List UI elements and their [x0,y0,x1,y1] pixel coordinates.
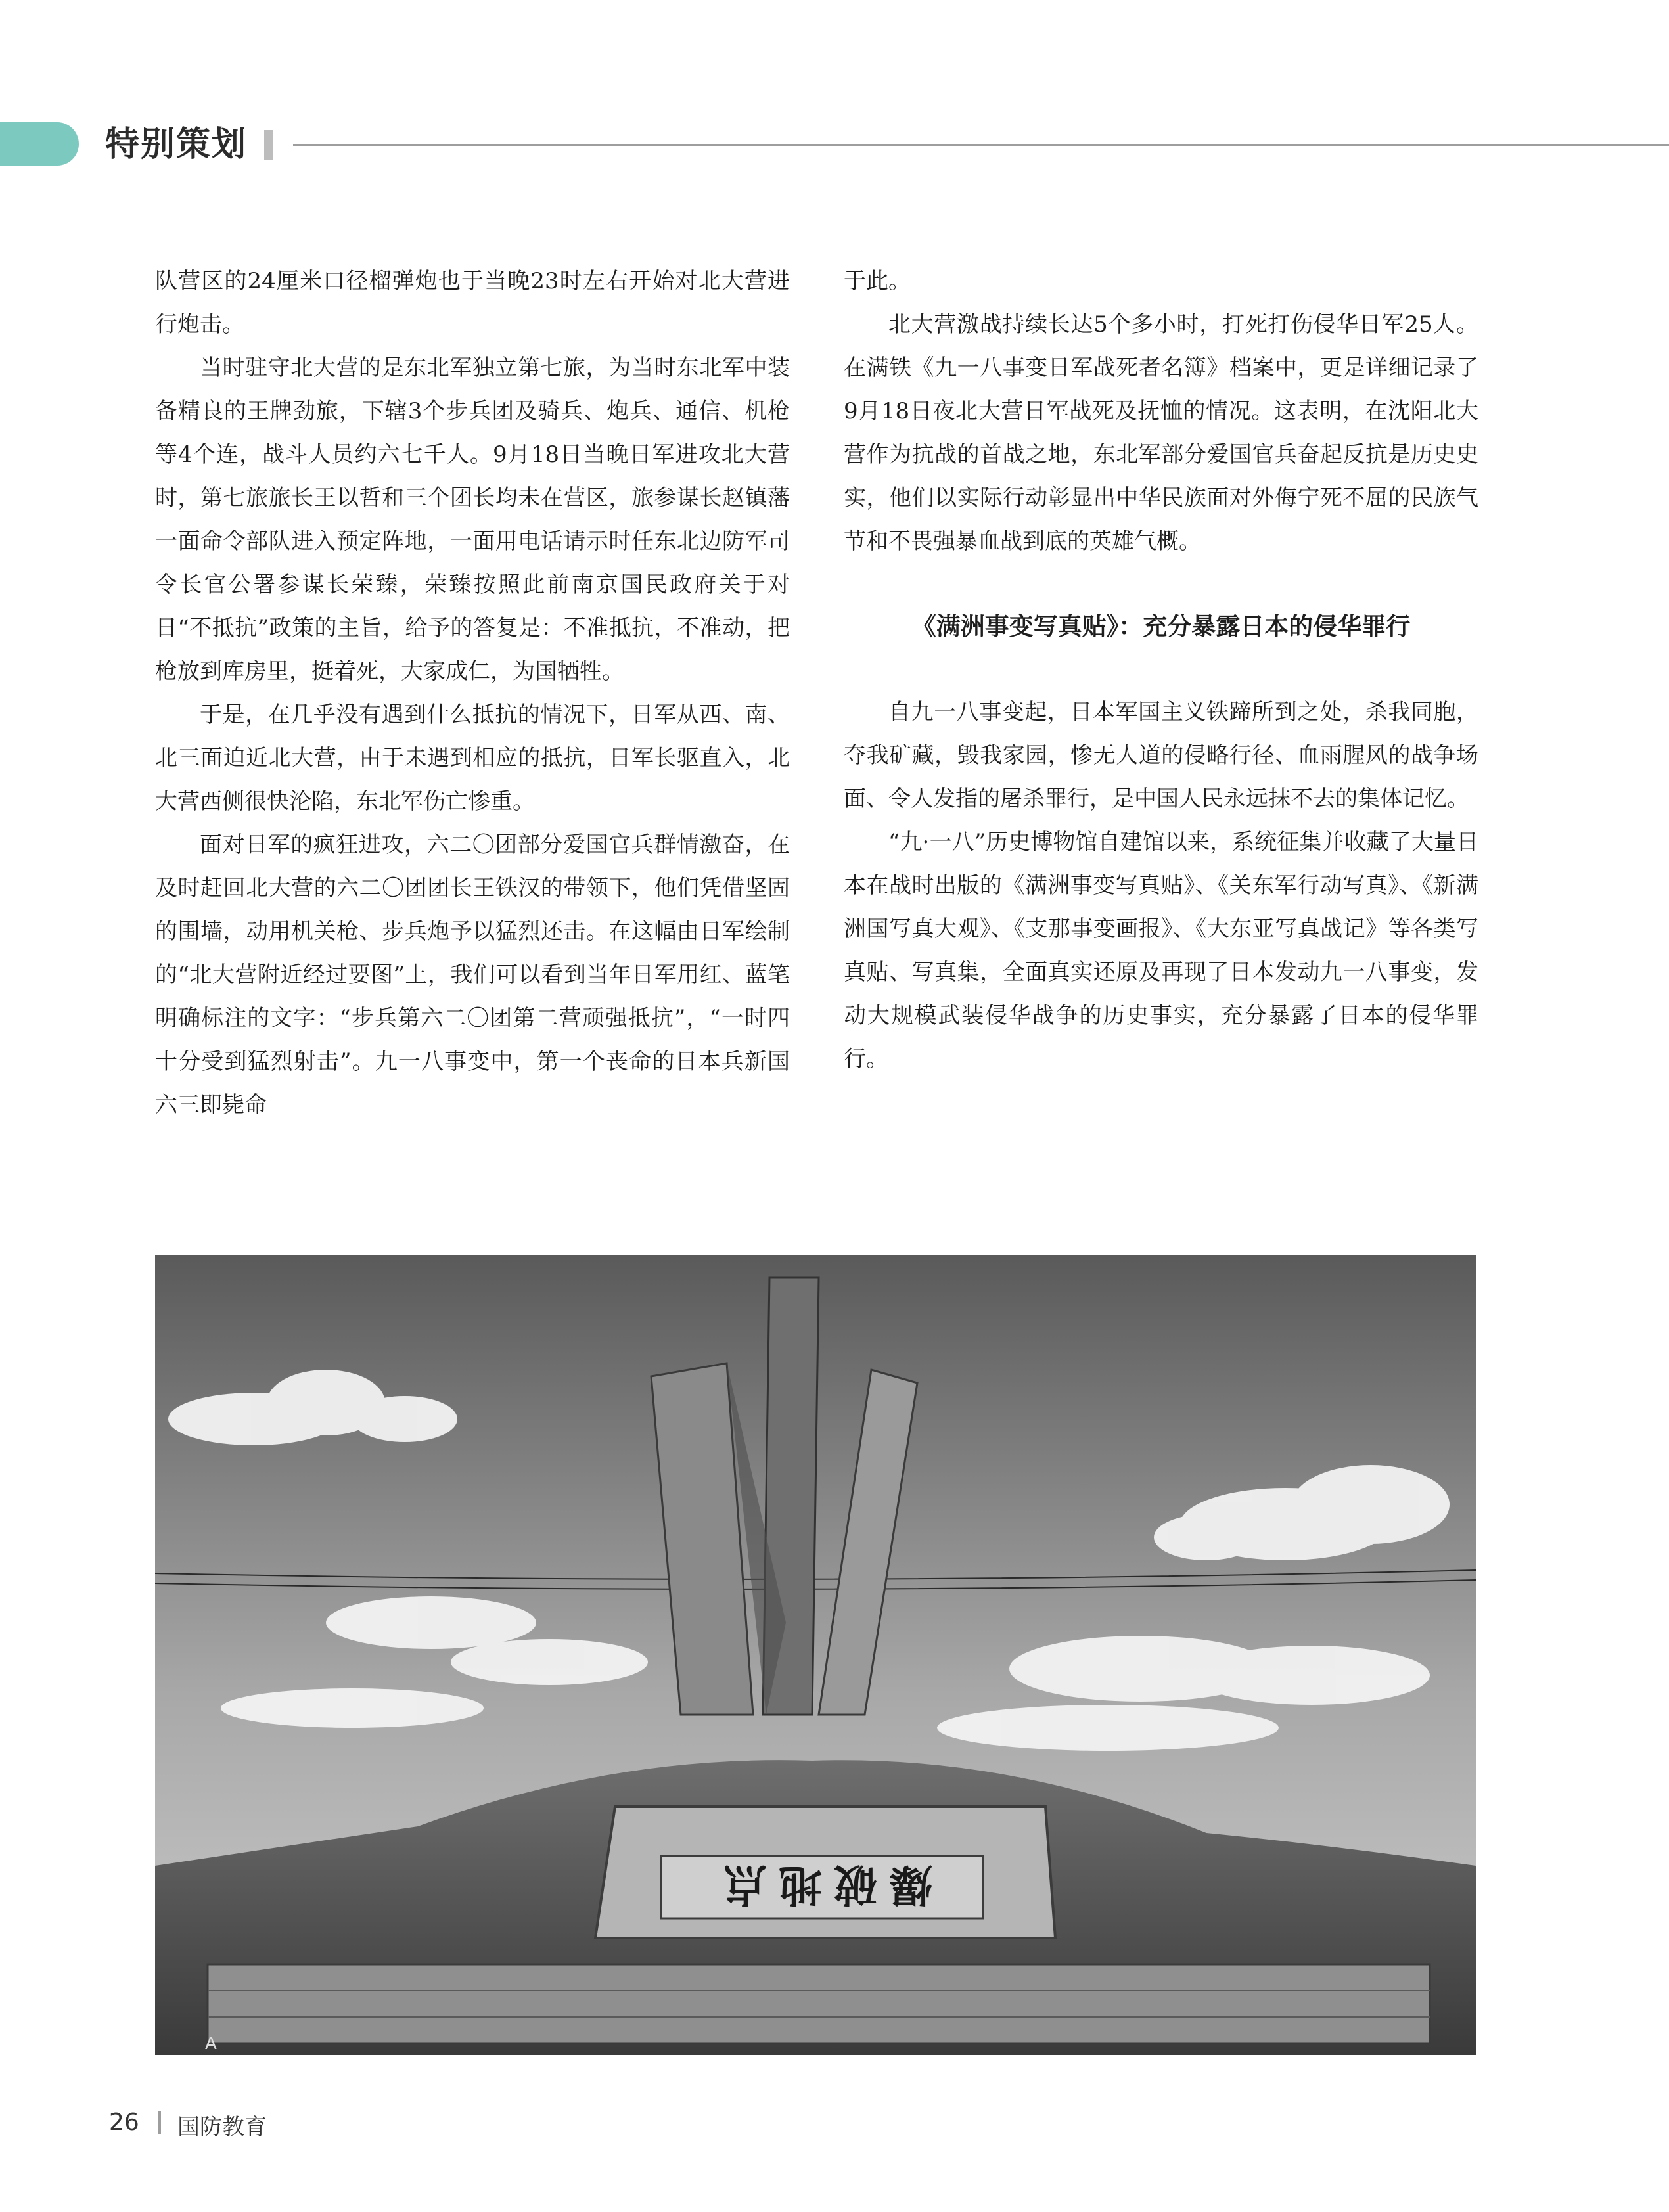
monument-inscription: 爆破地点 [712,1859,932,1910]
article-column-right [844,260,1478,1081]
paragraph: 当时驻守北大营的是东北军独立第七旅，为当时东北军中装备精良的王牌劲旅，下辖3个步兵团及骑兵、炮兵、通信、机枪等4个连，战斗人员约六七千人。9月18日当晚日军进攻北大营时，第七旅旅长王以哲和三个团长均未在营区，旅参谋长赵镇藩一面命令部队进入预定阵地，一面用电话请示时任东北边防军司令长官公署参谋长荣臻，荣臻按照此前南京国民政府关于对日“不抵抗”政策的主旨，给予的答复是：不准抵抗，不准动，把枪放到库房里，挺着死，大家成仁，为国牺牲。 [155,355,790,685]
paragraph: 于此。 [844,268,911,294]
footer-divider-bar [158,2111,161,2134]
header-rule [293,144,1669,146]
photo-corner-mark: A [205,2034,217,2054]
section-divider-bar [264,130,273,160]
paragraph: “九·一八”历史博物馆自建馆以来，系统征集并收藏了大量日本在战时出版的《满洲事变写真贴》、《关东军行动写真》、《新满洲国写真大观》、《支那事变画报》、《大东亚写真战记》等各类写真贴、写真集，全面真实还原及再现了日本发动九一八事变，发动大规模武装侵华战争的历史事实，充分暴露了日本的侵华罪行。 [844,829,1478,1072]
paragraph: 队营区的24厘米口径榴弹炮也于当晚23时左右开始对北大营进行炮击。 [155,268,790,338]
historical-photo-monument [155,1255,1476,2055]
page-number: 26 [109,2109,139,2136]
section-tab-shape [0,122,79,166]
paragraph: 面对日军的疯狂进攻，六二〇团部分爱国官兵群情激奋，在及时赶回北大营的六二〇团团长王铁汉的带领下，他们凭借坚固的围墙，动用机关枪、步兵炮予以猛烈还击。在这幅由日军绘制的“北大营附近经过要图”上，我们可以看到当年日军用红、蓝笔明确标注的文字：“步兵第六二〇团第二营顽强抵抗”，“一时四十分受到猛烈射击”。九一八事变中，第一个丧命的日本兵新国六三即毙命 [155,832,790,1118]
magazine-name: 国防教育 [177,2114,267,2140]
photo-illustration [155,1255,1476,2055]
article-column-left [155,260,790,1127]
section-title: 特别策划 [105,125,248,164]
paragraph: 于是，在几乎没有遇到什么抵抗的情况下，日军从西、南、北三面迫近北大营，由于未遇到相应的抵抗，日军长驱直入，北大营西侧很快沦陷，东北军伤亡惨重。 [155,702,790,815]
paragraph: 北大营激战持续长达5个多小时，打死打伤侵华日军25人。在满铁《九一八事变日军战死者名簿》档案中，更是详细记录了9月18日夜北大营日军战死及抚恤的情况。这表明，在沈阳北大营作为抗战的首战之地，东北军部分爱国官兵奋起反抗是历史史实，他们以实际行动彰显出中华民族面对外侮宁死不屈的民族气节和不畏强暴血战到底的英雄气概。 [844,311,1478,554]
section-heading: 《满洲事变写真贴》：充分暴露日本的侵华罪行 [911,612,1411,641]
paragraph: 自九一八事变起，日本军国主义铁蹄所到之处，杀我同胞，夺我矿藏，毁我家园，惨无人道的侵略行径、血雨腥风的战争场面、令人发指的屠杀罪行，是中国人民永远抹不去的集体记忆。 [844,699,1478,812]
